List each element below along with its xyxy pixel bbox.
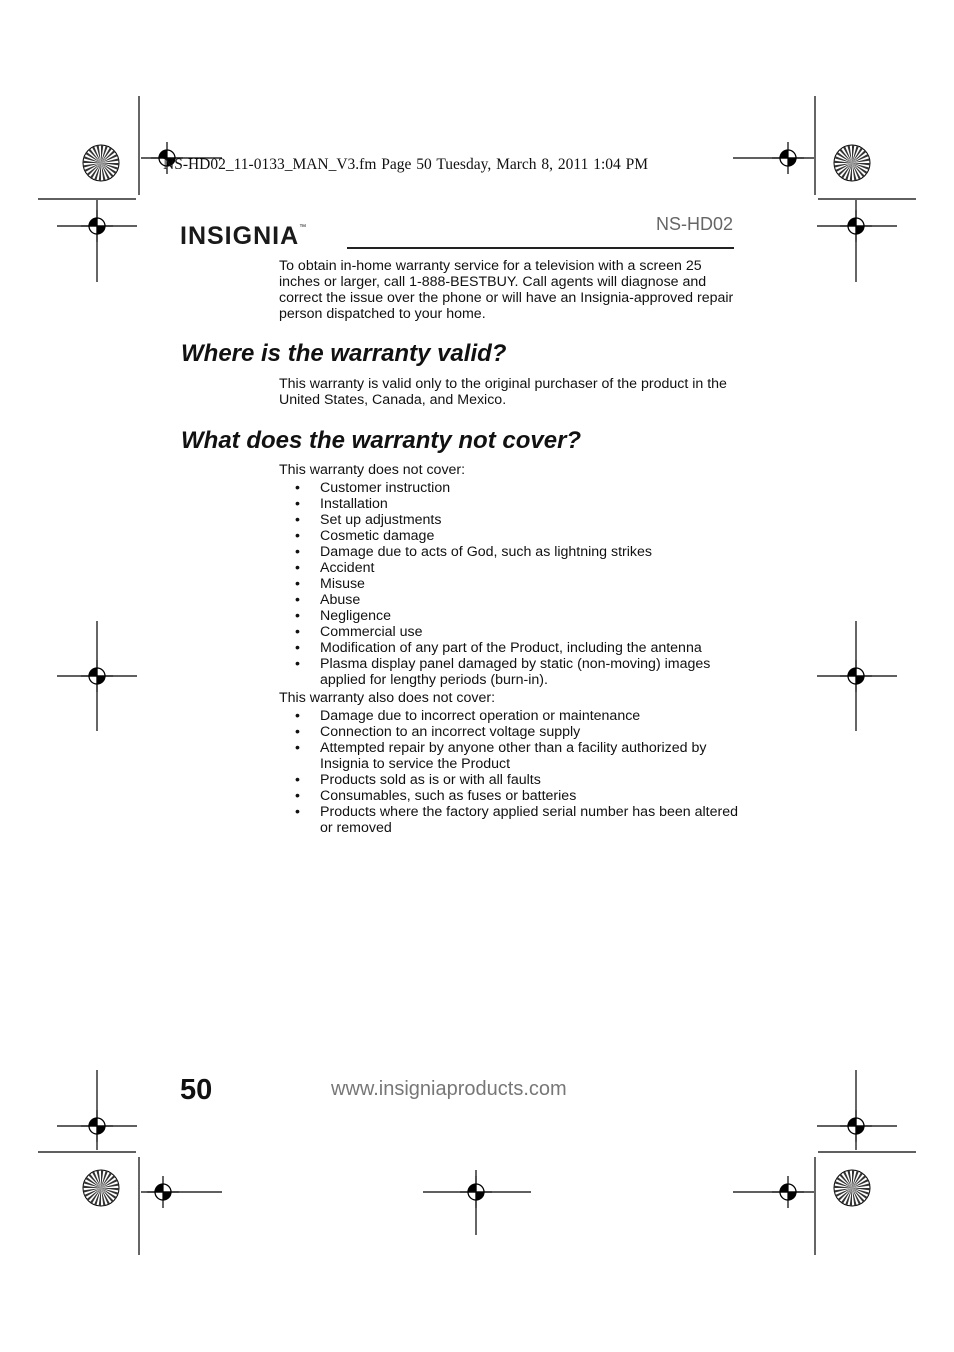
registration-quadrant bbox=[788, 158, 796, 166]
list-item: • Products sold as is or with all faults bbox=[295, 772, 541, 788]
section-heading-valid: Where is the warranty valid? bbox=[181, 340, 507, 367]
list-item: • Damage due to incorrect operation or maintenance bbox=[295, 708, 641, 724]
registration-quadrant bbox=[848, 1118, 856, 1126]
registration-quadrant bbox=[97, 1126, 105, 1134]
logo-text: INSIGNIA bbox=[180, 222, 300, 250]
intro-paragraph bbox=[279, 258, 739, 322]
not-cover-lead: This warranty does not cover: bbox=[279, 462, 466, 478]
bullet: • bbox=[295, 724, 300, 740]
page-number: 50 bbox=[180, 1074, 213, 1106]
not-cover-list bbox=[279, 480, 739, 688]
registration-quadrant bbox=[468, 1184, 476, 1192]
registration-quadrant bbox=[856, 676, 864, 684]
registration-quadrant bbox=[780, 150, 788, 158]
registration-quadrant bbox=[780, 1184, 788, 1192]
bullet: • bbox=[295, 788, 300, 804]
list-item: • Consumables, such as fuses or batteries bbox=[295, 788, 577, 804]
registration-quadrant bbox=[476, 1192, 484, 1200]
bullet: • bbox=[295, 624, 300, 640]
list-item: • Set up adjustments bbox=[295, 512, 442, 528]
also-not-cover-list bbox=[279, 708, 739, 836]
bullet: • bbox=[295, 528, 300, 544]
bullet: • bbox=[295, 804, 300, 820]
list-item: • Attempted repair by anyone other than a facility authorized by Insignia to service the Product bbox=[295, 740, 707, 772]
bullet: • bbox=[295, 740, 300, 756]
bullet: • bbox=[295, 772, 300, 788]
registration-quadrant bbox=[89, 1118, 97, 1126]
bullet: • bbox=[295, 512, 300, 528]
registration-quadrant bbox=[788, 1192, 796, 1200]
list-item: • Accident bbox=[295, 560, 375, 576]
list-item: • Installation bbox=[295, 496, 388, 512]
trademark-symbol: ™ bbox=[299, 224, 308, 231]
registration-quadrant bbox=[856, 226, 864, 234]
registration-quadrant bbox=[155, 1184, 163, 1192]
list-item: • Negligence bbox=[295, 608, 391, 624]
bullet: • bbox=[295, 560, 300, 576]
bullet: • bbox=[295, 592, 300, 608]
valid-paragraph bbox=[279, 376, 739, 408]
bullet: • bbox=[295, 608, 300, 624]
list-item: • Damage due to acts of God, such as lightning strikes bbox=[295, 544, 653, 560]
print-header: NS-HD02_11-0133_MAN_V3.fm Page 50 Tuesday, March 8, 2011 1:04 PM bbox=[163, 156, 649, 173]
bullet: • bbox=[295, 640, 300, 656]
bullet: • bbox=[295, 544, 300, 560]
list-item: • Cosmetic damage bbox=[295, 528, 435, 544]
model-number: NS-HD02 bbox=[655, 214, 733, 234]
not-cover-lead-2: This warranty also does not cover: bbox=[279, 690, 496, 706]
list-item: • Abuse bbox=[295, 592, 361, 608]
registration-quadrant bbox=[89, 218, 97, 226]
valid-text: This warranty is valid only to the original purchaser of the product in the United States, Canada, and Mexico. bbox=[279, 376, 727, 408]
registration-quadrant bbox=[856, 1126, 864, 1134]
insignia-logo bbox=[180, 222, 307, 251]
bullet: • bbox=[295, 480, 300, 496]
registration-quadrant bbox=[163, 1192, 171, 1200]
bullet: • bbox=[295, 576, 300, 592]
registration-quadrant bbox=[89, 668, 97, 676]
bullet: • bbox=[295, 708, 300, 724]
list-item: • Customer instruction bbox=[295, 480, 451, 496]
header-rule bbox=[347, 247, 734, 249]
not-cover-content bbox=[279, 462, 739, 836]
list-item: • Misuse bbox=[295, 576, 365, 592]
intro-text: To obtain in-home warranty service for a television with a screen 25 inches or larger, call 1-888-BESTBUY. Call agents will diagnose and correct the issue over the phone or will have an Insignia-approved repair person dispatched to your home. bbox=[279, 258, 734, 322]
registration-quadrant bbox=[97, 676, 105, 684]
list-item: • Plasma display panel damaged by static (non-moving) images applied for lengthy periods (burn-in). bbox=[295, 656, 711, 688]
list-item: • Modification of any part of the Product, including the antenna bbox=[295, 640, 702, 656]
registration-quadrant bbox=[848, 218, 856, 226]
list-item: • Commercial use bbox=[295, 624, 423, 640]
footer-url: www.insigniaproducts.com bbox=[331, 1078, 567, 1100]
registration-quadrant bbox=[848, 668, 856, 676]
list-item: • Products where the factory applied serial number has been altered or removed bbox=[295, 804, 738, 836]
registration-quadrant bbox=[97, 226, 105, 234]
bullet: • bbox=[295, 656, 300, 672]
section-heading-not-cover: What does the warranty not cover? bbox=[181, 427, 582, 454]
list-item: • Connection to an incorrect voltage supply bbox=[295, 724, 581, 740]
bullet: • bbox=[295, 496, 300, 512]
